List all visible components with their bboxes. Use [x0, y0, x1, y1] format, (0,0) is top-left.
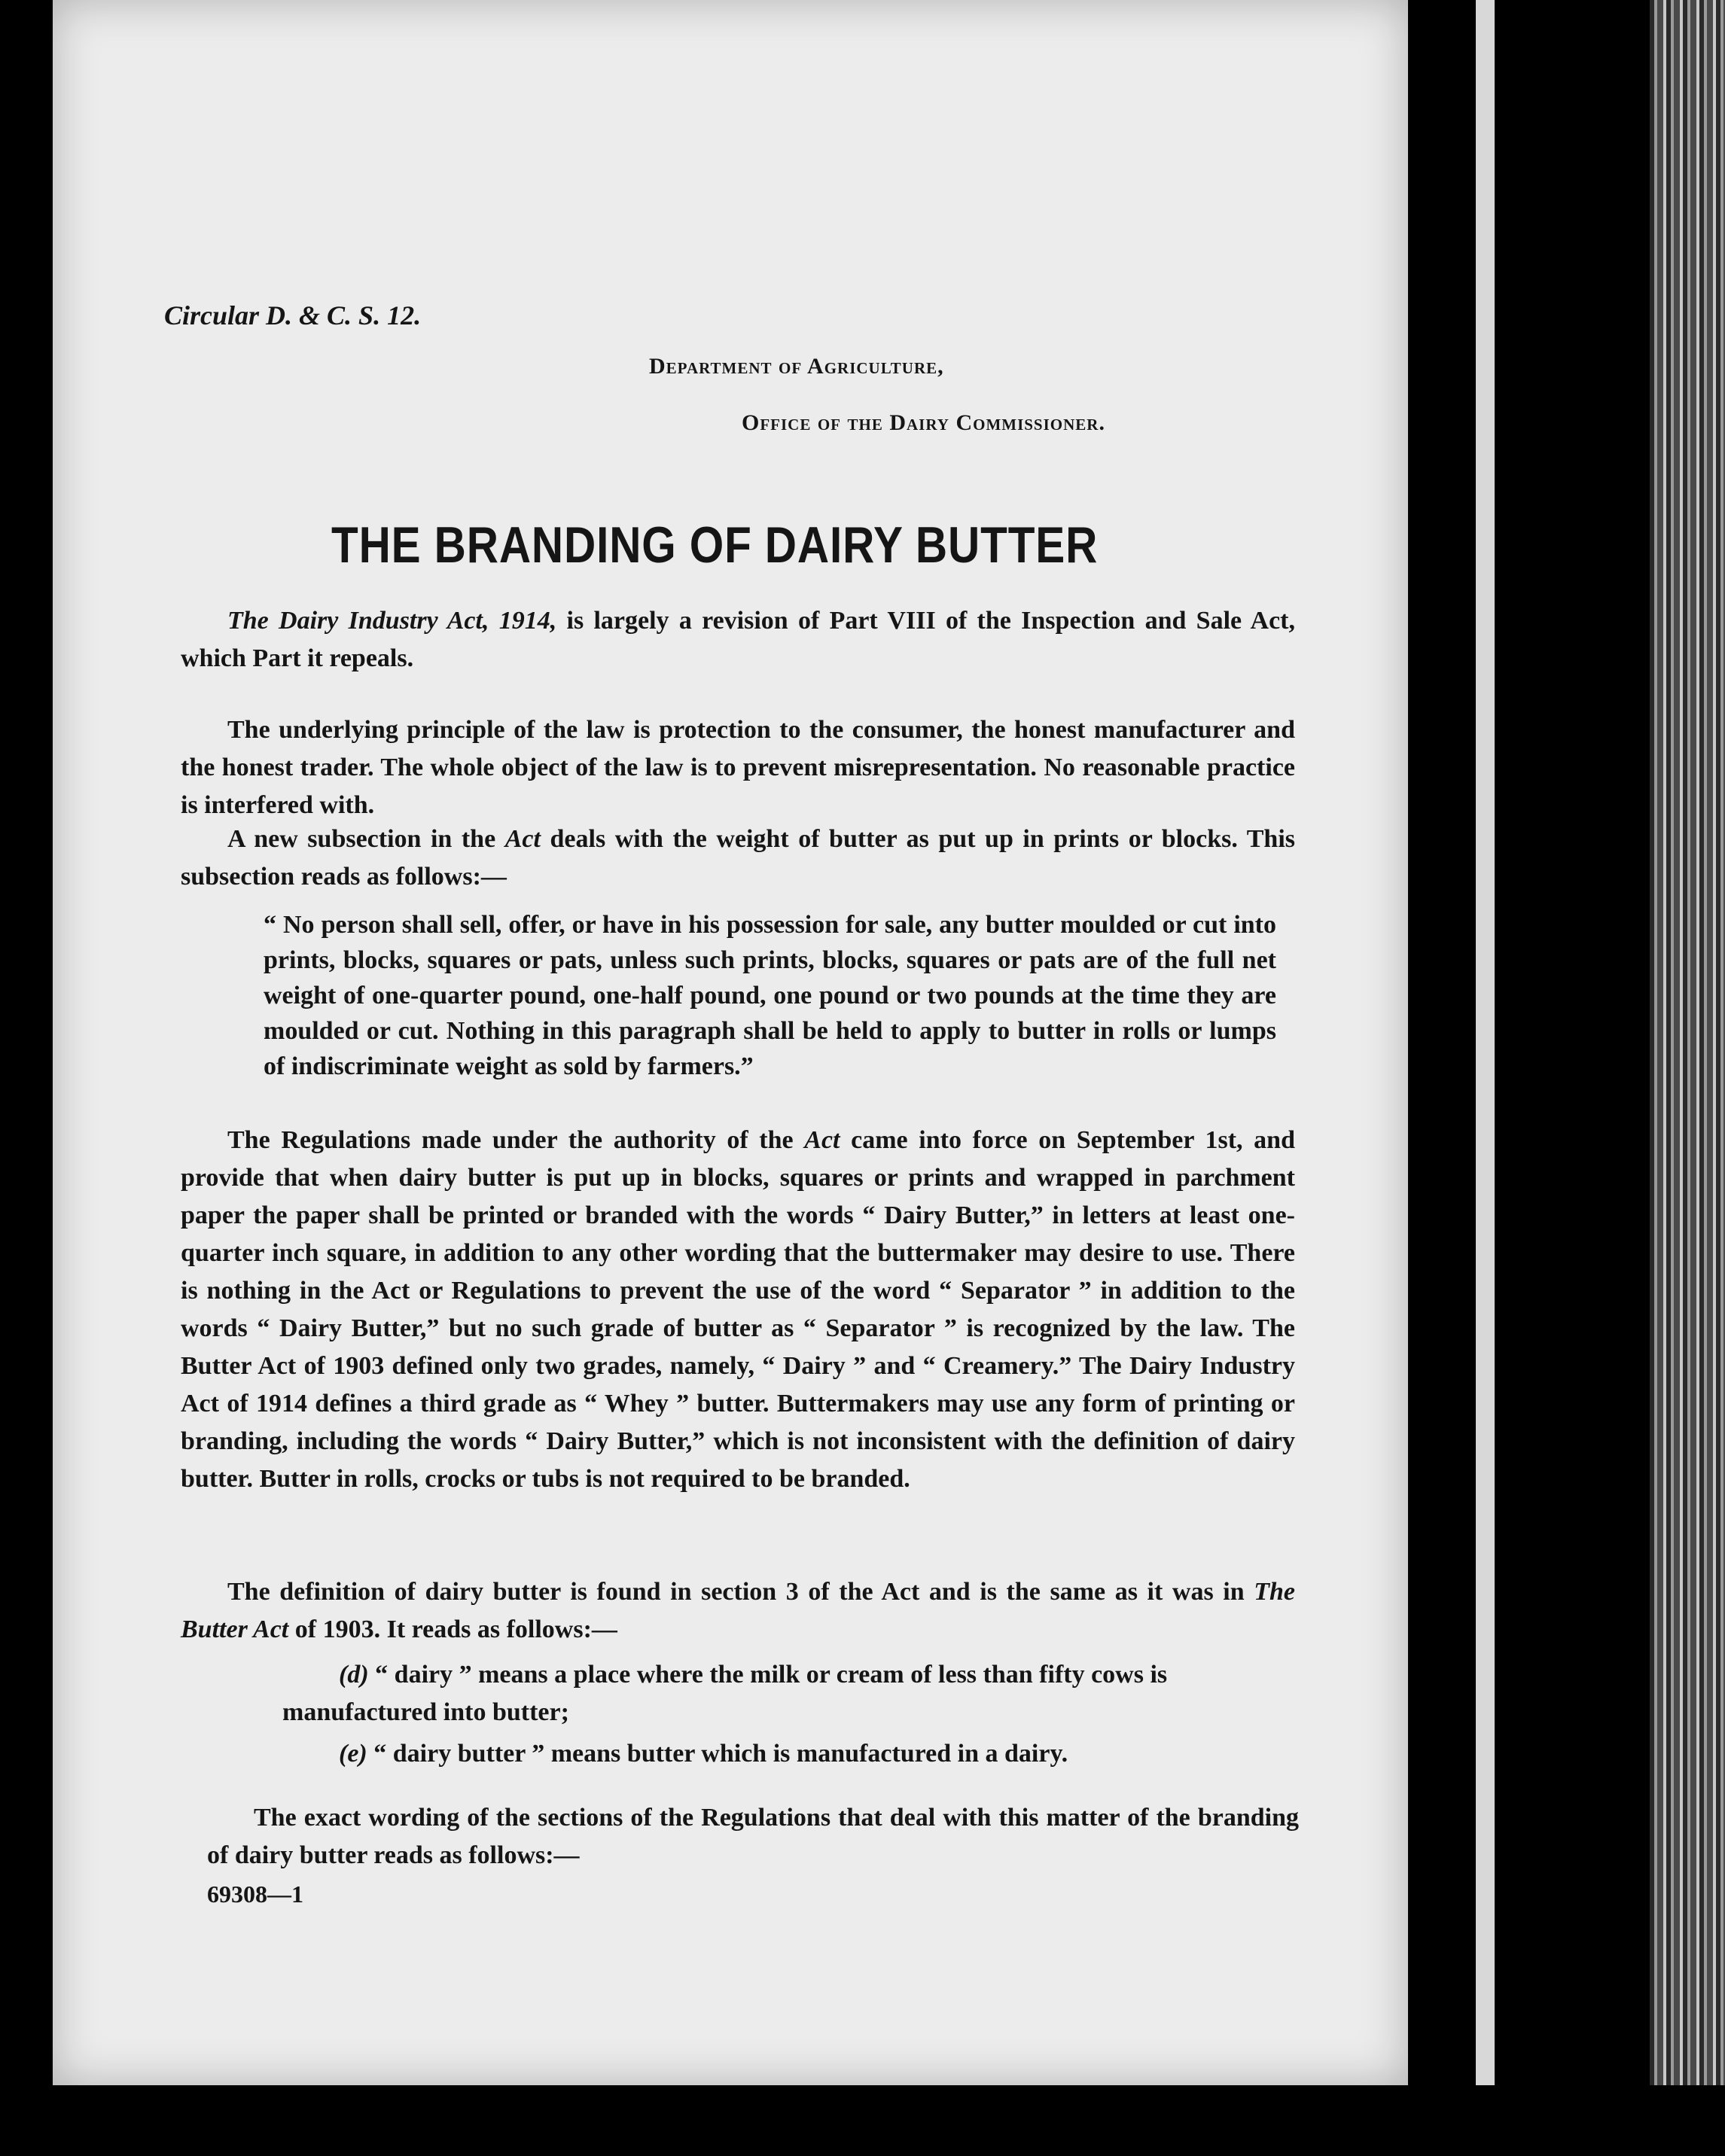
paragraph-1 — [181, 602, 1295, 678]
paragraph-2 — [181, 711, 1295, 824]
paragraph-3 — [181, 821, 1295, 896]
definition-label: (d) — [339, 1661, 369, 1689]
paragraph-4-text-b: came into force on September 1st, and provide that when dairy butter is put up in blocks, squares or prints and wrapped in parchment paper the paper shall be printed or branded with the words “ Dairy Butter,” in letters at least one-quarter inch square, in addition to any other wording that the buttermaker may desire to use. There is nothing in the Act or Regulations to prevent the use of the word “ Separator ” in addition to the words “ Dairy Butter,” but no such grade of butter as “ Separator ” is recognized by the law. The Butter Act of 1903 defined only two grades, namely, “ Dairy ” and “ Creamery.” The Dairy Industry Act of 1914 defines a third grade as “ Whey ” butter. Buttermakers may use any form of printing or branding, including the words “ Dairy Butter,” which is not inconsistent with the definition of dairy butter. Butter in rolls, crocks or tubs is not required to be branded. — [181, 1126, 1296, 1493]
office-heading: Office of the Dairy Commissioner. — [742, 410, 1105, 435]
definition-text: “ dairy butter ” means butter which is manufactured in a dairy. — [373, 1740, 1068, 1768]
page-edge — [1476, 0, 1495, 2085]
paragraph-6 — [207, 1799, 1299, 1874]
act-reference: The Butter Act — [181, 1578, 1295, 1643]
act-name: The Dairy Industry Act, 1914, — [227, 607, 557, 635]
paragraph-4-text-a: The Regulations made under the authority of the — [227, 1126, 794, 1154]
paragraph-3-text-a: A new subsection in the — [227, 825, 496, 853]
definition-d — [282, 1656, 1295, 1731]
paragraph-6-text: The exact wording of the sections of the Regulations that deal with this matter of the branding of dairy butter reads as follows:— — [207, 1804, 1299, 1869]
definition-text: “ dairy ” means a place where the milk or cream of less than fifty cows is manufactured into butter; — [282, 1661, 1168, 1726]
act-reference: Act — [504, 825, 541, 853]
book-spine — [1650, 0, 1725, 2085]
paragraph-3-text-b: deals with the weight of butter as put up in prints or blocks. This subsection reads as follows:— — [181, 825, 1296, 891]
page-bottom-border — [53, 2085, 1495, 2156]
page-title: THE BRANDING OF DAIRY BUTTER — [331, 516, 1099, 574]
paragraph-5 — [181, 1573, 1295, 1649]
circular-number: Circular D. & C. S. 12. — [164, 300, 422, 330]
department-heading: Department of Agriculture, — [649, 354, 944, 379]
definition-e — [339, 1735, 1352, 1773]
quoted-subsection: “ No person shall sell, offer, or have in his possession for sale, any butter moulded or cut into prints, blocks, squares or pats, unless such prints, blocks, squares or pats are of the full net weight of one-quarter pound, one-half pound, one pound or two pounds at the time they are moulded or cut. Nothing in this paragraph shall be held to apply to butter in rolls or lumps of indiscriminate weight as sold by farmers.” — [264, 911, 1276, 1080]
definition-label: (e) — [339, 1740, 367, 1768]
paragraph-5-text-a: The definition of dairy butter is found in section 3 of the Act and is the same as it was in — [227, 1578, 1245, 1606]
paragraph-5-text-b: of 1903. It reads as follows:— — [294, 1615, 617, 1643]
act-reference: Act — [804, 1126, 840, 1154]
paragraph-4 — [181, 1122, 1295, 1498]
paragraph-2-text: The underlying principle of the law is protection to the consumer, the honest manufacturer and the honest trader. The whole object of the law is to prevent misrepresentation. No reasonable practice is interfered with. — [181, 716, 1295, 819]
paragraph-1-text: is largely a revision of Part VIII of the Inspection and Sale Act, which Part it repeals. — [181, 607, 1295, 672]
print-number: 69308—1 — [207, 1880, 303, 1908]
